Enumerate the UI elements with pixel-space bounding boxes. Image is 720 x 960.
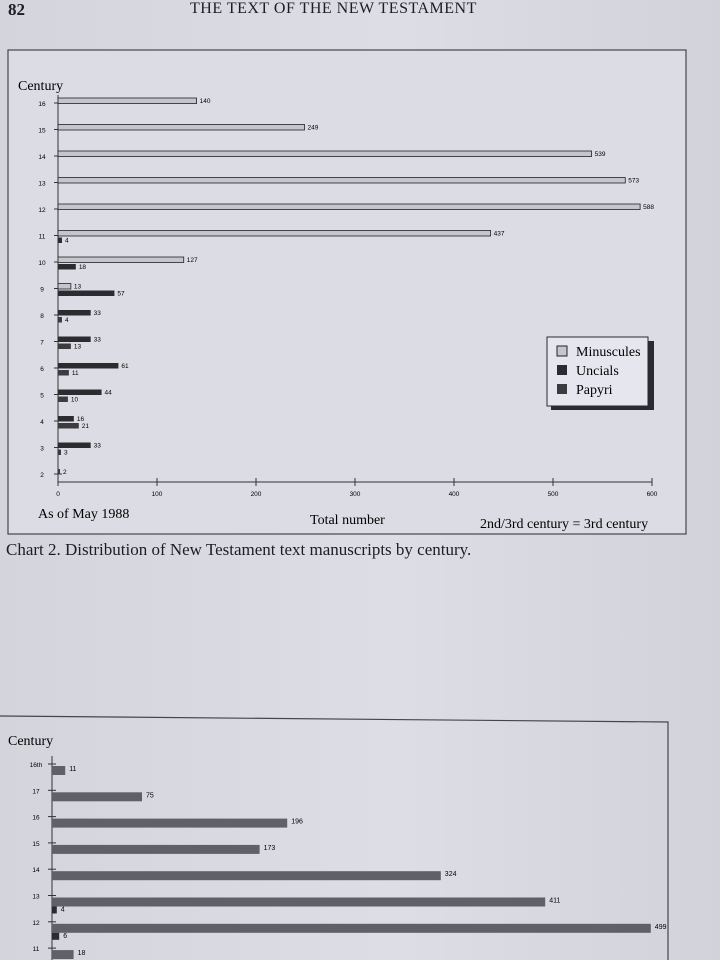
chart-minuscules-by-century bbox=[0, 700, 720, 960]
bar-papyri bbox=[58, 344, 71, 350]
y-tick-label: 16 bbox=[38, 101, 46, 108]
y-tick-label: 12 bbox=[38, 207, 46, 214]
footnote-century: 2nd/3rd century = 3rd century bbox=[480, 517, 649, 532]
chart2-y-tick-label: 13 bbox=[32, 893, 40, 901]
chart2-y-tick-label: 11 bbox=[32, 946, 40, 954]
chart2-bar bbox=[52, 819, 287, 828]
y-tick-label: 5 bbox=[40, 392, 44, 400]
y-tick-label: 10 bbox=[38, 260, 46, 267]
bar-minuscules bbox=[58, 178, 625, 184]
bar-value-label: 44 bbox=[104, 389, 112, 397]
bar-value-label: 127 bbox=[186, 257, 198, 264]
bar-uncials bbox=[58, 337, 91, 343]
chart2-bar-value-label: 11 bbox=[69, 766, 77, 773]
bar-papyri bbox=[58, 450, 61, 456]
bar-value-label: 4 bbox=[64, 317, 69, 324]
bar-value-label: 33 bbox=[93, 442, 101, 450]
bar-value-label: 13 bbox=[73, 283, 82, 291]
bar-value-label: 57 bbox=[117, 290, 125, 298]
y-tick-label: 7 bbox=[40, 339, 44, 347]
chart2-bar-value-label: 4 bbox=[60, 906, 65, 914]
chart2-bar bbox=[52, 766, 65, 775]
chart2-bar bbox=[52, 950, 74, 959]
bar-uncials bbox=[58, 390, 102, 396]
bar-uncials bbox=[58, 363, 118, 369]
chart2-y-tick-label: 16th bbox=[29, 762, 43, 769]
x-tick-label: 400 bbox=[448, 491, 460, 498]
y-tick-label: 6 bbox=[40, 366, 44, 373]
legend-swatch-uncials bbox=[557, 365, 567, 375]
bar-uncials bbox=[58, 443, 91, 449]
x-tick-label: 500 bbox=[547, 491, 559, 498]
bar-minuscules bbox=[58, 284, 71, 290]
bar-minuscules bbox=[58, 98, 197, 104]
chart2-bar bbox=[52, 792, 142, 801]
chart2-bar-value-label: 411 bbox=[549, 897, 561, 905]
legend-label-papyri: Papyri bbox=[576, 383, 613, 398]
bar-uncials bbox=[58, 264, 76, 270]
y-tick-label: 3 bbox=[40, 445, 44, 453]
chart2-bar bbox=[52, 898, 545, 907]
page-number: 82 bbox=[8, 0, 25, 19]
bar-value-label: 61 bbox=[121, 363, 129, 370]
y-tick-label: 9 bbox=[40, 286, 44, 294]
chart2-frame bbox=[0, 716, 668, 960]
y-axis-title: Century bbox=[18, 79, 64, 94]
bar-papyri bbox=[58, 397, 68, 403]
legend-label-uncials: Uncials bbox=[576, 364, 619, 379]
chart2-y-tick-label: 16 bbox=[32, 814, 40, 822]
bar-papyri bbox=[58, 423, 79, 429]
bar-value-label: 573 bbox=[628, 177, 640, 185]
bar-value-label: 3 bbox=[63, 449, 68, 457]
bar-value-label: 437 bbox=[493, 230, 505, 238]
x-tick-label: 100 bbox=[151, 491, 163, 498]
bar-value-label: 2 bbox=[63, 469, 67, 476]
legend-label-minuscules: Minuscules bbox=[576, 345, 641, 360]
bar-value-label: 588 bbox=[643, 204, 654, 211]
legend-swatch-papyri bbox=[557, 384, 567, 394]
chart2-bar bbox=[52, 845, 260, 854]
bar-papyri bbox=[58, 469, 60, 475]
bar-papyri bbox=[58, 370, 69, 376]
chart2-y-tick-label: 12 bbox=[32, 919, 40, 927]
running-title: THE TEXT OF THE NEW TESTAMENT bbox=[190, 0, 477, 17]
chart2-y-tick-label: 17 bbox=[32, 788, 40, 796]
bar-value-label: 16 bbox=[76, 416, 85, 423]
footnote-date: As of May 1988 bbox=[38, 507, 130, 522]
bar-value-label: 4 bbox=[64, 237, 69, 245]
chart2-bar bbox=[52, 871, 441, 880]
bar-minuscules bbox=[58, 125, 305, 131]
bar-value-label: 13 bbox=[73, 343, 82, 351]
bar-uncials bbox=[58, 238, 62, 244]
chart2-bar bbox=[52, 924, 651, 933]
chart-caption: Chart 2. Distribution of New Testament text manuscripts by century. bbox=[6, 540, 472, 559]
chart2-bar-value-label: 324 bbox=[444, 871, 457, 879]
bar-value-label: 140 bbox=[199, 98, 211, 105]
y-tick-label: 15 bbox=[38, 127, 46, 135]
chart2-bar bbox=[52, 907, 57, 914]
bar-value-label: 539 bbox=[594, 151, 606, 158]
bar-uncials bbox=[58, 310, 91, 316]
bar-value-label: 10 bbox=[70, 396, 79, 404]
bar-minuscules bbox=[58, 204, 640, 210]
bar-value-label: 21 bbox=[81, 423, 90, 430]
y-tick-label: 2 bbox=[40, 472, 44, 479]
bar-papyri bbox=[58, 317, 62, 323]
x-axis-title: Total number bbox=[310, 513, 385, 528]
chart2-bar-value-label: 196 bbox=[291, 818, 303, 826]
y-tick-label: 14 bbox=[38, 154, 46, 161]
legend-swatch-minuscules bbox=[557, 346, 567, 356]
bar-minuscules bbox=[58, 231, 491, 237]
x-tick-label: 300 bbox=[349, 491, 361, 498]
chart2-y-tick-label: 15 bbox=[32, 840, 40, 848]
bar-value-label: 18 bbox=[78, 264, 87, 271]
bar-value-label: 33 bbox=[93, 310, 101, 317]
chart2-y-tick-label: 14 bbox=[32, 867, 40, 875]
y-tick-label: 13 bbox=[38, 180, 46, 188]
y-tick-label: 4 bbox=[40, 419, 44, 426]
bar-value-label: 249 bbox=[307, 124, 319, 132]
bar-minuscules bbox=[58, 257, 184, 263]
chart2-bar-value-label: 173 bbox=[263, 844, 276, 852]
x-tick-label: 0 bbox=[56, 491, 60, 498]
y-tick-label: 11 bbox=[38, 233, 46, 241]
chart2-bar-value-label: 6 bbox=[63, 932, 68, 940]
chart2-bar-value-label: 75 bbox=[146, 792, 154, 800]
bar-minuscules bbox=[58, 151, 592, 157]
legend bbox=[547, 337, 654, 410]
bar-uncials bbox=[58, 291, 114, 297]
x-tick-label: 600 bbox=[646, 491, 658, 498]
chart2-bar-value-label: 18 bbox=[77, 950, 86, 958]
chart2-bar-value-label: 499 bbox=[654, 923, 667, 931]
y-tick-label: 8 bbox=[40, 313, 44, 320]
chart2-y-axis-title: Century bbox=[8, 734, 54, 749]
bar-uncials bbox=[58, 416, 74, 422]
x-tick-label: 200 bbox=[250, 491, 262, 498]
bar-value-label: 33 bbox=[93, 336, 101, 344]
bar-value-label: 11 bbox=[71, 370, 79, 377]
chart2-bar bbox=[52, 933, 59, 940]
